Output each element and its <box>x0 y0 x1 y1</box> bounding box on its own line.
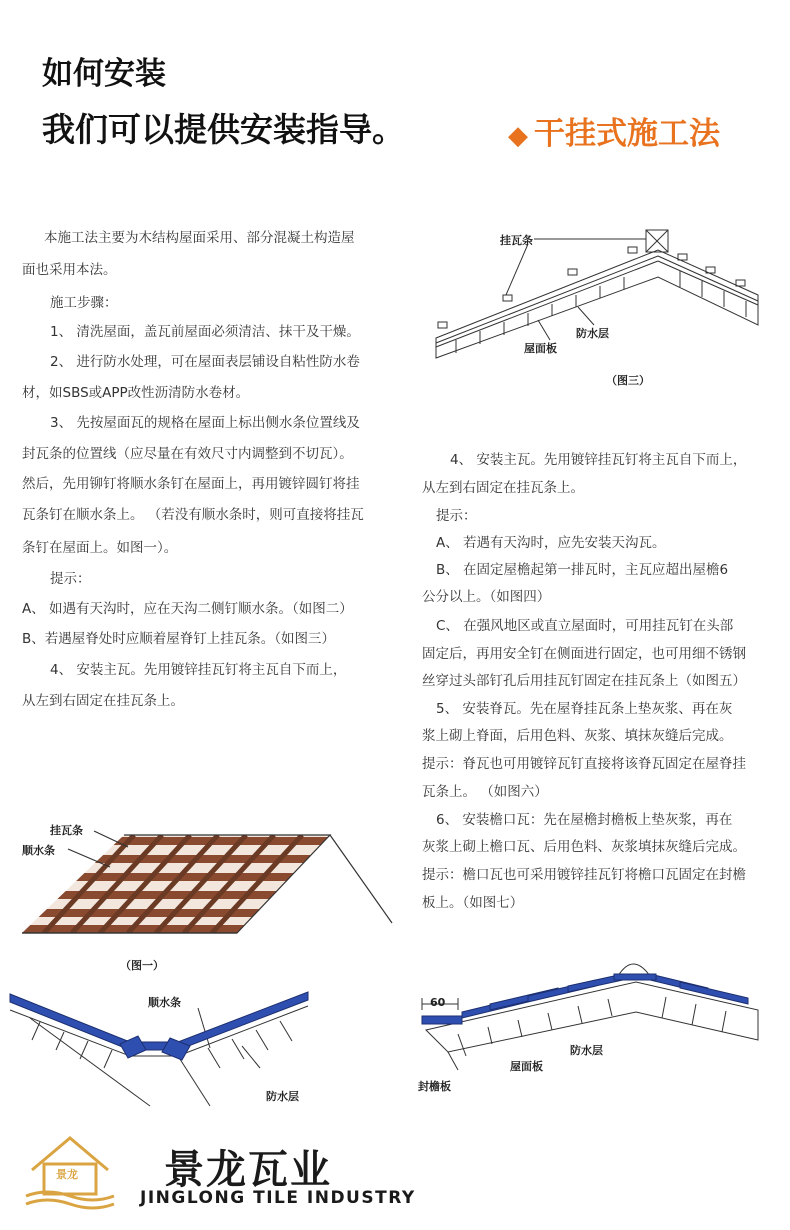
fig7-label-fascia: 封檐板 <box>418 1080 451 1093</box>
left-line: A、 如遇有天沟时，应在天沟二侧钉顺水条。（如图二） <box>22 601 353 617</box>
left-line: 面也采用本法。 <box>22 262 117 278</box>
method-title-text: 干挂式施工法 <box>534 116 720 152</box>
brand-logo-text: 景龙 <box>56 1168 78 1181</box>
right-line: 浆上砌上脊面，后用色料、灰浆、填抹灰缝后完成。 <box>422 728 733 744</box>
fig2-label-waterproof: 防水层 <box>266 1090 299 1103</box>
left-line: 从左到右固定在挂瓦条上。 <box>22 693 184 709</box>
right-line: 提示： <box>436 508 477 524</box>
right-line: 瓦条上。 （如图六） <box>422 784 548 800</box>
left-line: 施工步骤： <box>50 295 118 311</box>
left-line: 提示： <box>50 571 91 587</box>
right-line: 提示：脊瓦也可用镀锌瓦钉直接将该脊瓦固定在屋脊挂 <box>422 756 746 772</box>
right-line: C、 在强风地区或直立屋面时，可用挂瓦钉在头部 <box>436 618 734 634</box>
left-line: B、若遇屋脊处时应顺着屋脊钉上挂瓦条。（如图三） <box>22 631 336 647</box>
left-line: 本施工法主要为木结构屋面采用、部分混凝土构造屋 <box>44 230 355 246</box>
right-line: 丝穿过头部钉孔后用挂瓦钉固定在挂瓦条上（如图五） <box>422 673 746 689</box>
left-line: 封瓦条的位置线（应尽量在有效尺寸内调整到不切瓦）。 <box>22 446 353 462</box>
right-line: 4、 安装主瓦。先用镀锌挂瓦钉将主瓦自下而上， <box>450 452 747 468</box>
left-line: 然后，先用铆钉将顺水条钉在屋面上，再用镀锌圆钉将挂 <box>22 476 360 492</box>
left-line: 瓦条钉在顺水条上。 （若没有顺水条时，则可直接将挂瓦 <box>22 507 364 523</box>
right-line: 板上。（如图七） <box>422 895 524 911</box>
right-line: 灰浆上砌上檐口瓦、后用色料、灰浆填抹灰缝后完成。 <box>422 839 746 855</box>
brand-name-cn: 景龙瓦业 <box>164 1146 332 1193</box>
brand-name-en: JINGLONG TILE INDUSTRY <box>140 1188 416 1208</box>
right-line: 固定后，再用安全钉在侧面进行固定，也可用细不锈钢 <box>422 646 746 662</box>
left-line: 2、 进行防水处理，可在屋面表层铺设自粘性防水卷 <box>50 354 360 370</box>
left-line: 材，如SBS或APP改性沥清防水卷材。 <box>22 385 250 401</box>
figure-3-ridge-diagram <box>430 225 770 390</box>
left-line: 条钉在屋面上。如图一）。 <box>22 540 178 556</box>
fig7-label-board: 屋面板 <box>510 1060 543 1073</box>
page-title: 如何安装 <box>42 56 166 92</box>
left-line: 3、 先按屋面瓦的规格在屋面上标出侧水条位置线及 <box>50 415 360 431</box>
fig3-caption: （图三） <box>606 374 650 387</box>
fig1-label-counter: 顺水条 <box>22 844 55 857</box>
right-line: A、 若遇有天沟时，应先安装天沟瓦。 <box>436 535 666 551</box>
right-line: 提示：檐口瓦也可采用镀锌挂瓦钉将檐口瓦固定在封檐 <box>422 867 746 883</box>
right-line: 6、 安装檐口瓦：先在屋檐封檐板上垫灰浆，再在 <box>436 812 733 828</box>
fig7-dimension: 60 <box>430 996 446 1009</box>
right-line: B、 在固定屋檐起第一排瓦时，主瓦应超出屋檐6 <box>436 562 729 578</box>
fig3-label-waterproof: 防水层 <box>576 327 609 340</box>
method-title <box>508 108 720 153</box>
fig2-label-counter: 顺水条 <box>148 996 181 1009</box>
fig3-label-batten: 挂瓦条 <box>500 234 533 247</box>
left-line: 1、 清洗屋面，盖瓦前屋面必须清洁、抹干及干燥。 <box>50 324 360 340</box>
right-line: 从左到右固定在挂瓦条上。 <box>422 480 584 496</box>
right-line: 5、 安装脊瓦。先在屋脊挂瓦条上垫灰浆、再在灰 <box>436 701 733 717</box>
page-subtitle: 我们可以提供安装指导。 <box>42 110 405 149</box>
fig1-label-batten: 挂瓦条 <box>50 824 83 837</box>
fig7-label-waterproof: 防水层 <box>570 1044 603 1057</box>
right-line: 公分以上。（如图四） <box>422 589 551 605</box>
fig1-caption: （图一） <box>120 959 164 972</box>
diamond-icon: ◆ <box>508 121 528 151</box>
fig3-label-board: 屋面板 <box>524 342 557 355</box>
left-line: 4、 安装主瓦。先用镀锌挂瓦钉将主瓦自下而上， <box>50 662 347 678</box>
